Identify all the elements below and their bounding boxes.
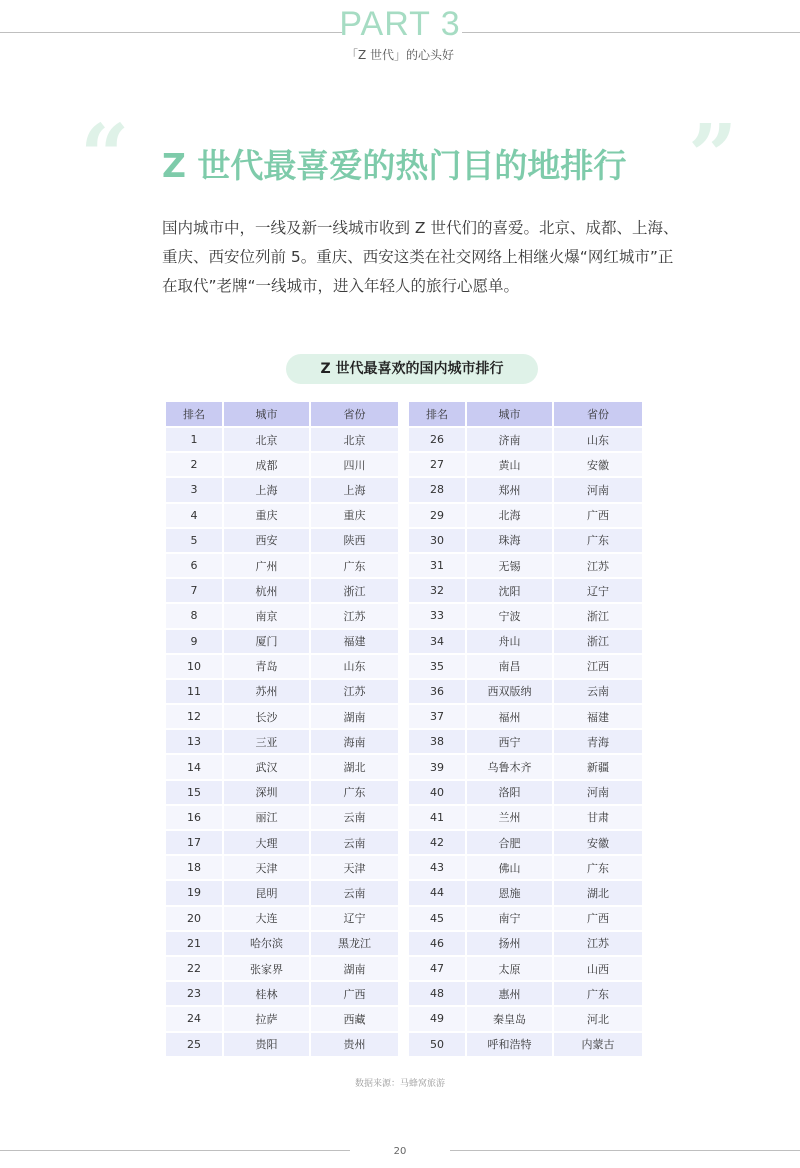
table-header-row <box>409 402 644 428</box>
cell-rank: 42 <box>409 831 467 856</box>
table-row <box>166 705 400 730</box>
cell-city: 丽江 <box>224 806 311 831</box>
cell-rank: 27 <box>409 453 467 478</box>
table-row <box>166 579 400 604</box>
cell-province: 山东 <box>311 655 400 680</box>
close-quote-icon: ” <box>688 106 738 207</box>
cell-province: 海南 <box>311 730 400 755</box>
cell-city: 大连 <box>224 907 311 932</box>
table-row <box>409 932 644 957</box>
table-row <box>166 1007 400 1032</box>
cell-province: 天津 <box>311 856 400 881</box>
cell-rank: 2 <box>166 453 224 478</box>
cell-province: 重庆 <box>311 504 400 529</box>
cell-province: 云南 <box>311 881 400 906</box>
table-row <box>409 630 644 655</box>
cell-rank: 24 <box>166 1007 224 1032</box>
cell-rank: 46 <box>409 932 467 957</box>
table-row <box>166 655 400 680</box>
cell-province: 广西 <box>554 504 644 529</box>
cell-province: 广东 <box>311 781 400 806</box>
table-row <box>409 680 644 705</box>
table-row <box>409 856 644 881</box>
cell-rank: 31 <box>409 554 467 579</box>
column-header-city: 城市 <box>224 402 311 428</box>
table-row <box>409 730 644 755</box>
cell-province: 福建 <box>554 705 644 730</box>
cell-province: 甘肃 <box>554 806 644 831</box>
cell-rank: 17 <box>166 831 224 856</box>
cell-rank: 20 <box>166 907 224 932</box>
cell-rank: 5 <box>166 529 224 554</box>
cell-province: 安徽 <box>554 453 644 478</box>
page-title: Z 世代最喜爱的热门目的地排行 <box>162 146 627 185</box>
cell-province: 内蒙古 <box>554 1033 644 1058</box>
cell-rank: 19 <box>166 881 224 906</box>
cell-province: 浙江 <box>554 604 644 629</box>
table-row <box>409 478 644 503</box>
cell-rank: 29 <box>409 504 467 529</box>
cell-rank: 16 <box>166 806 224 831</box>
cell-city: 黄山 <box>467 453 554 478</box>
cell-city: 青岛 <box>224 655 311 680</box>
cell-city: 沈阳 <box>467 579 554 604</box>
table-row <box>409 453 644 478</box>
table-row <box>409 982 644 1007</box>
cell-province: 江苏 <box>554 554 644 579</box>
cell-province: 江苏 <box>554 932 644 957</box>
table-row <box>409 529 644 554</box>
cell-city: 杭州 <box>224 579 311 604</box>
cell-province: 西藏 <box>311 1007 400 1032</box>
cell-province: 河南 <box>554 478 644 503</box>
cell-city: 深圳 <box>224 781 311 806</box>
cell-province: 福建 <box>311 630 400 655</box>
table-row <box>409 705 644 730</box>
cell-city: 郑州 <box>467 478 554 503</box>
table-row <box>166 730 400 755</box>
cell-rank: 13 <box>166 730 224 755</box>
cell-city: 哈尔滨 <box>224 932 311 957</box>
cell-rank: 45 <box>409 907 467 932</box>
cell-rank: 34 <box>409 630 467 655</box>
cell-province: 广东 <box>311 554 400 579</box>
cell-city: 西安 <box>224 529 311 554</box>
cell-city: 宁波 <box>467 604 554 629</box>
table-header-row <box>166 402 400 428</box>
table-row <box>409 554 644 579</box>
cell-city: 北海 <box>467 504 554 529</box>
cell-city: 恩施 <box>467 881 554 906</box>
table-row <box>409 957 644 982</box>
table-row <box>409 1033 644 1058</box>
cell-rank: 41 <box>409 806 467 831</box>
table-row <box>166 856 400 881</box>
cell-city: 福州 <box>467 705 554 730</box>
cell-city: 三亚 <box>224 730 311 755</box>
cell-city: 昆明 <box>224 881 311 906</box>
table-row <box>409 755 644 780</box>
cell-rank: 28 <box>409 478 467 503</box>
cell-rank: 50 <box>409 1033 467 1058</box>
column-header-province: 省份 <box>311 402 400 428</box>
table-row <box>166 630 400 655</box>
cell-city: 苏州 <box>224 680 311 705</box>
cell-rank: 30 <box>409 529 467 554</box>
column-header-city: 城市 <box>467 402 554 428</box>
cell-province: 北京 <box>311 428 400 453</box>
table-row <box>166 932 400 957</box>
cell-rank: 14 <box>166 755 224 780</box>
table-row <box>166 907 400 932</box>
cell-rank: 3 <box>166 478 224 503</box>
cell-rank: 9 <box>166 630 224 655</box>
cell-province: 广东 <box>554 529 644 554</box>
cell-province: 广西 <box>554 907 644 932</box>
table-row <box>166 1033 400 1058</box>
cell-rank: 38 <box>409 730 467 755</box>
cell-rank: 23 <box>166 982 224 1007</box>
section-subtitle: 「Z 世代」的心头好 <box>345 48 455 62</box>
table-row <box>166 781 400 806</box>
cell-city: 南昌 <box>467 655 554 680</box>
table-row <box>166 504 400 529</box>
cell-rank: 15 <box>166 781 224 806</box>
cell-province: 贵州 <box>311 1033 400 1058</box>
table-row <box>409 604 644 629</box>
cell-city: 秦皇岛 <box>467 1007 554 1032</box>
cell-rank: 32 <box>409 579 467 604</box>
cell-rank: 36 <box>409 680 467 705</box>
column-header-province: 省份 <box>554 402 644 428</box>
cell-rank: 48 <box>409 982 467 1007</box>
cell-province: 广西 <box>311 982 400 1007</box>
cell-province: 安徽 <box>554 831 644 856</box>
cell-rank: 6 <box>166 554 224 579</box>
cell-rank: 22 <box>166 957 224 982</box>
table-row <box>166 478 400 503</box>
column-header-rank: 排名 <box>409 402 467 428</box>
table-row <box>409 504 644 529</box>
cell-city: 北京 <box>224 428 311 453</box>
table-row <box>166 957 400 982</box>
column-header-rank: 排名 <box>166 402 224 428</box>
cell-province: 青海 <box>554 730 644 755</box>
cell-province: 河北 <box>554 1007 644 1032</box>
cell-province: 湖南 <box>311 705 400 730</box>
cell-city: 佛山 <box>467 856 554 881</box>
cell-province: 江西 <box>554 655 644 680</box>
cell-rank: 18 <box>166 856 224 881</box>
cell-city: 太原 <box>467 957 554 982</box>
cell-city: 洛阳 <box>467 781 554 806</box>
cell-province: 辽宁 <box>311 907 400 932</box>
cell-province: 辽宁 <box>554 579 644 604</box>
table-row <box>166 982 400 1007</box>
cell-rank: 33 <box>409 604 467 629</box>
data-source-note: 数据来源：马蜂窝旅游 <box>354 1079 445 1089</box>
table-row <box>409 655 644 680</box>
cell-province: 湖南 <box>311 957 400 982</box>
cell-city: 扬州 <box>467 932 554 957</box>
cell-rank: 10 <box>166 655 224 680</box>
table-row <box>409 781 644 806</box>
table-row <box>166 554 400 579</box>
part-label: PART 3 <box>339 5 461 43</box>
cell-province: 广东 <box>554 856 644 881</box>
cell-rank: 44 <box>409 881 467 906</box>
ranking-table-left <box>166 402 400 1058</box>
cell-city: 厦门 <box>224 630 311 655</box>
table-row <box>166 680 400 705</box>
cell-province: 云南 <box>311 831 400 856</box>
cell-province: 河南 <box>554 781 644 806</box>
page-number: 20 <box>393 1146 407 1157</box>
cell-province: 浙江 <box>311 579 400 604</box>
cell-city: 西双版纳 <box>467 680 554 705</box>
cell-city: 贵阳 <box>224 1033 311 1058</box>
cell-rank: 25 <box>166 1033 224 1058</box>
cell-rank: 26 <box>409 428 467 453</box>
cell-city: 舟山 <box>467 630 554 655</box>
cell-rank: 1 <box>166 428 224 453</box>
cell-province: 江苏 <box>311 604 400 629</box>
cell-rank: 47 <box>409 957 467 982</box>
cell-city: 乌鲁木齐 <box>467 755 554 780</box>
cell-rank: 7 <box>166 579 224 604</box>
cell-rank: 11 <box>166 680 224 705</box>
cell-rank: 12 <box>166 705 224 730</box>
cell-province: 山东 <box>554 428 644 453</box>
cell-rank: 43 <box>409 856 467 881</box>
table-row <box>166 806 400 831</box>
cell-city: 拉萨 <box>224 1007 311 1032</box>
cell-province: 湖北 <box>311 755 400 780</box>
cell-city: 大理 <box>224 831 311 856</box>
cell-city: 合肥 <box>467 831 554 856</box>
cell-city: 天津 <box>224 856 311 881</box>
cell-city: 桂林 <box>224 982 311 1007</box>
table-title: Z 世代最喜欢的国内城市排行 <box>286 354 538 384</box>
cell-city: 广州 <box>224 554 311 579</box>
cell-rank: 39 <box>409 755 467 780</box>
cell-city: 兰州 <box>467 806 554 831</box>
table-row <box>166 428 400 453</box>
cell-province: 云南 <box>311 806 400 831</box>
cell-city: 长沙 <box>224 705 311 730</box>
cell-city: 上海 <box>224 478 311 503</box>
cell-rank: 40 <box>409 781 467 806</box>
cell-province: 浙江 <box>554 630 644 655</box>
cell-city: 珠海 <box>467 529 554 554</box>
cell-province: 江苏 <box>311 680 400 705</box>
table-row <box>166 881 400 906</box>
ranking-table-right <box>409 402 644 1058</box>
table-row <box>409 881 644 906</box>
cell-province: 新疆 <box>554 755 644 780</box>
cell-province: 湖北 <box>554 881 644 906</box>
cell-city: 南京 <box>224 604 311 629</box>
table-row <box>409 907 644 932</box>
cell-city: 重庆 <box>224 504 311 529</box>
cell-province: 广东 <box>554 982 644 1007</box>
table-row <box>166 831 400 856</box>
cell-rank: 8 <box>166 604 224 629</box>
cell-rank: 4 <box>166 504 224 529</box>
cell-province: 山西 <box>554 957 644 982</box>
cell-city: 济南 <box>467 428 554 453</box>
cell-city: 武汉 <box>224 755 311 780</box>
table-row <box>166 604 400 629</box>
cell-city: 呼和浩特 <box>467 1033 554 1058</box>
cell-city: 南宁 <box>467 907 554 932</box>
cell-province: 陕西 <box>311 529 400 554</box>
cell-rank: 49 <box>409 1007 467 1032</box>
table-row <box>409 1007 644 1032</box>
intro-paragraph: 国内城市中，一线及新一线城市收到 Z 世代们的喜爱。北京、成都、上海、重庆、西安位列前 5。重庆、西安这类在社交网络上相继火爆“网红城市”正在取代”老牌“一线城市，进入年轻人的旅行心愿单。 <box>162 219 679 295</box>
open-quote-icon: “ <box>80 106 130 207</box>
cell-city: 惠州 <box>467 982 554 1007</box>
cell-province: 上海 <box>311 478 400 503</box>
cell-city: 成都 <box>224 453 311 478</box>
table-row <box>166 755 400 780</box>
table-row <box>409 428 644 453</box>
cell-city: 张家界 <box>224 957 311 982</box>
cell-province: 云南 <box>554 680 644 705</box>
cell-rank: 37 <box>409 705 467 730</box>
cell-city: 西宁 <box>467 730 554 755</box>
cell-province: 黑龙江 <box>311 932 400 957</box>
table-row <box>166 529 400 554</box>
table-row <box>409 579 644 604</box>
table-row <box>409 831 644 856</box>
table-row <box>166 453 400 478</box>
cell-city: 无锡 <box>467 554 554 579</box>
cell-rank: 21 <box>166 932 224 957</box>
cell-province: 四川 <box>311 453 400 478</box>
table-row <box>409 806 644 831</box>
cell-rank: 35 <box>409 655 467 680</box>
